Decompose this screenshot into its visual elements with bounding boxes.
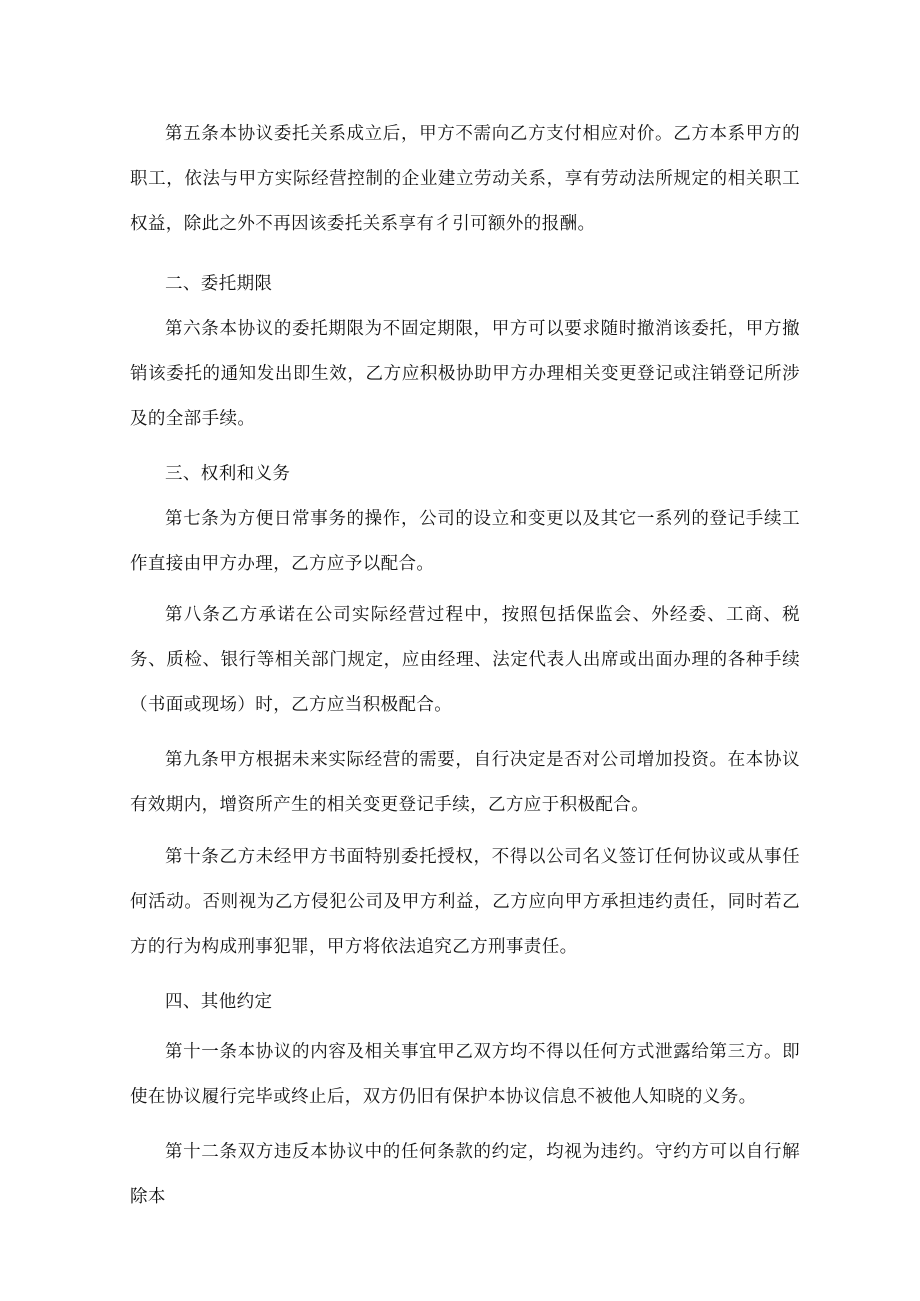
section-heading-term: 二、委托期限: [165, 274, 273, 294]
article-12-paragraph: 第十二条双方违反本协议中的任何条款的约定，均视为违约。守约方可以自行解除本: [130, 1142, 800, 1207]
article-5-paragraph: 第五条本协议委托关系成立后，甲方不需向乙方支付相应对价。乙方本系甲方的职工，依法与甲方实际经营控制的企业建立劳动关系，享有劳动法所规定的相关职工权益，除此之外不再因该委托关系享有彳引可额外的报酬。: [130, 124, 800, 234]
article-8-paragraph: 第八条乙方承诺在公司实际经营过程中，按照包括保监会、外经委、工商、税务、质检、银行等相关部门规定，应由经理、法定代表人出席或出面办理的各种手续（书面或现场）时，乙方应当积极配合。: [130, 605, 800, 715]
article-7-paragraph: 第七条为方便日常事务的操作，公司的设立和变更以及其它一系列的登记手续工作直接由甲方办理，乙方应予以配合。: [130, 509, 800, 574]
article-9-paragraph: 第九条甲方根据未来实际经营的需要，自行决定是否对公司增加投资。在本协议有效期内，增资所产生的相关变更登记手续，乙方应于积极配合。: [130, 750, 800, 815]
section-heading-rights: 三、权利和义务: [165, 464, 291, 484]
article-10-paragraph: 第十条乙方未经甲方书面特别委托授权，不得以公司名义签订任何协议或从事任何活动。否则视为乙方侵犯公司及甲方利益，乙方应向甲方承担违约责任，同时若乙方的行为构成刑事犯罪，甲方将依法追究乙方刑事责任。: [130, 847, 800, 957]
article-11-paragraph: 第十一条本协议的内容及相关事宜甲乙双方均不得以任何方式泄露给第三方。即使在协议履行完毕或终止后，双方仍旧有保护本协议信息不被他人知晓的义务。: [130, 1042, 800, 1107]
section-heading-other: 四、其他约定: [165, 992, 273, 1012]
article-6-paragraph: 第六条本协议的委托期限为不固定期限，甲方可以要求随时撤消该委托，甲方撤销该委托的通知发出即生效，乙方应积极协助甲方办理相关变更登记或注销登记所涉及的全部手续。: [130, 319, 800, 429]
